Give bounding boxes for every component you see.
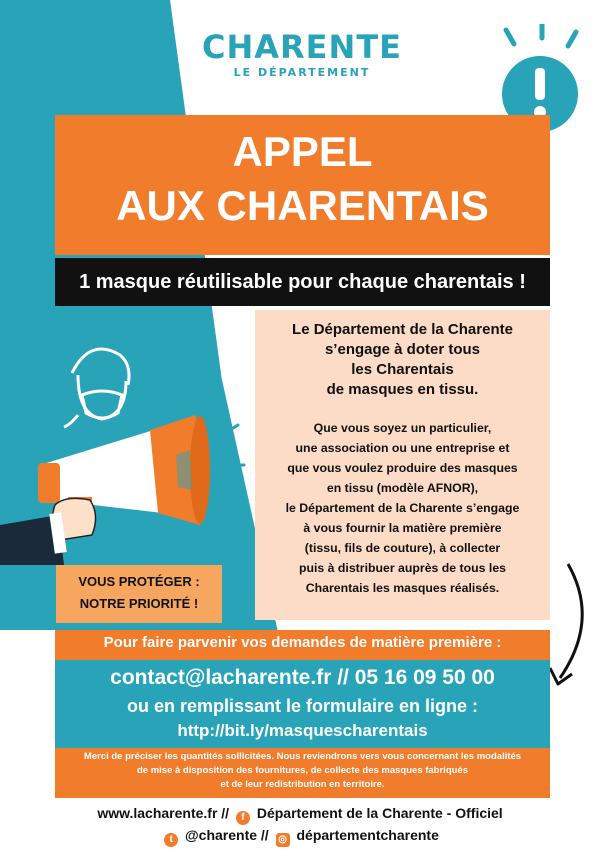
twitter-link[interactable]: @charente — [185, 827, 258, 843]
note-line: Merci de préciser les quantités sollicitées. Nous reviendrons vers vous concernant les modalités — [83, 751, 522, 762]
footer-line2 — [0, 825, 600, 847]
contact-email-phone[interactable]: contact@lacharente.fr // 05 16 09 50 00 — [110, 666, 495, 689]
priority-line1: VOUS PROTÉGER : — [78, 574, 200, 589]
footer-separator: // — [221, 805, 230, 821]
note-text — [60, 750, 545, 792]
details-line: en tissu (modèle AFNOR), — [326, 481, 479, 495]
details-line: (tissu, fils de couture), à collecter — [304, 541, 501, 555]
twitter-icon: t — [164, 833, 178, 847]
priority-line2: NOTRE PRIORITÉ ! — [79, 596, 199, 611]
headline-line1: APPEL — [232, 128, 373, 175]
footer-separator: // — [260, 827, 269, 843]
details-line: Charentais les masques réalisés. — [305, 581, 500, 595]
details-line: à vous fournir la matière première — [303, 521, 502, 535]
website-link[interactable]: www.lacharente.fr — [97, 805, 218, 821]
instagram-icon: ◎ — [276, 833, 290, 847]
commitment-line: de masques en tissu. — [326, 381, 479, 398]
megaphone-illustration — [0, 315, 250, 565]
footer-line1 — [0, 803, 600, 825]
facebook-link[interactable]: Département de la Charente - Officiel — [256, 805, 503, 821]
contact-form-text: ou en remplissant le formulaire en ligne : — [126, 696, 479, 716]
facebook-icon: f — [236, 811, 250, 825]
commitment-text — [255, 320, 550, 400]
commitment-line: les Charentais — [351, 361, 454, 378]
details-line: Que vous soyez un particulier, — [313, 421, 492, 435]
request-text: Pour faire parvenir vos demandes de matière première : — [103, 634, 502, 651]
instagram-link[interactable]: départementcharente — [296, 827, 439, 843]
logo-name: CHARENTE — [202, 28, 402, 66]
logo-subtitle: LE DÉPARTEMENT — [233, 66, 371, 79]
masked-face-icon — [64, 349, 129, 427]
mask-banner: 1 masque réutilisable pour chaque charentais ! — [55, 258, 550, 306]
note-line: et de leur redistribution en territoire. — [220, 779, 385, 790]
commitment-line: Le Département de la Charente — [292, 321, 513, 338]
details-line: puis à distribuer auprès de tous les — [298, 561, 507, 575]
details-line: que vous voulez produire des masques — [287, 461, 518, 475]
commitment-line: s’engage à doter tous — [324, 341, 481, 358]
form-link[interactable]: http://bit.ly/masquescharentais — [177, 721, 428, 740]
headline-line2: AUX CHARENTAIS — [116, 182, 489, 229]
note-line: de mise à disposition des fournitures, de collecte des masques fabriqués — [136, 765, 468, 776]
details-line: le Département de la Charente s’engage — [285, 501, 520, 515]
details-line: une association ou une entreprise et — [295, 441, 510, 455]
details-text — [255, 418, 550, 598]
priority-badge — [56, 565, 222, 623]
logo — [192, 30, 412, 79]
hand-icon — [0, 498, 96, 565]
